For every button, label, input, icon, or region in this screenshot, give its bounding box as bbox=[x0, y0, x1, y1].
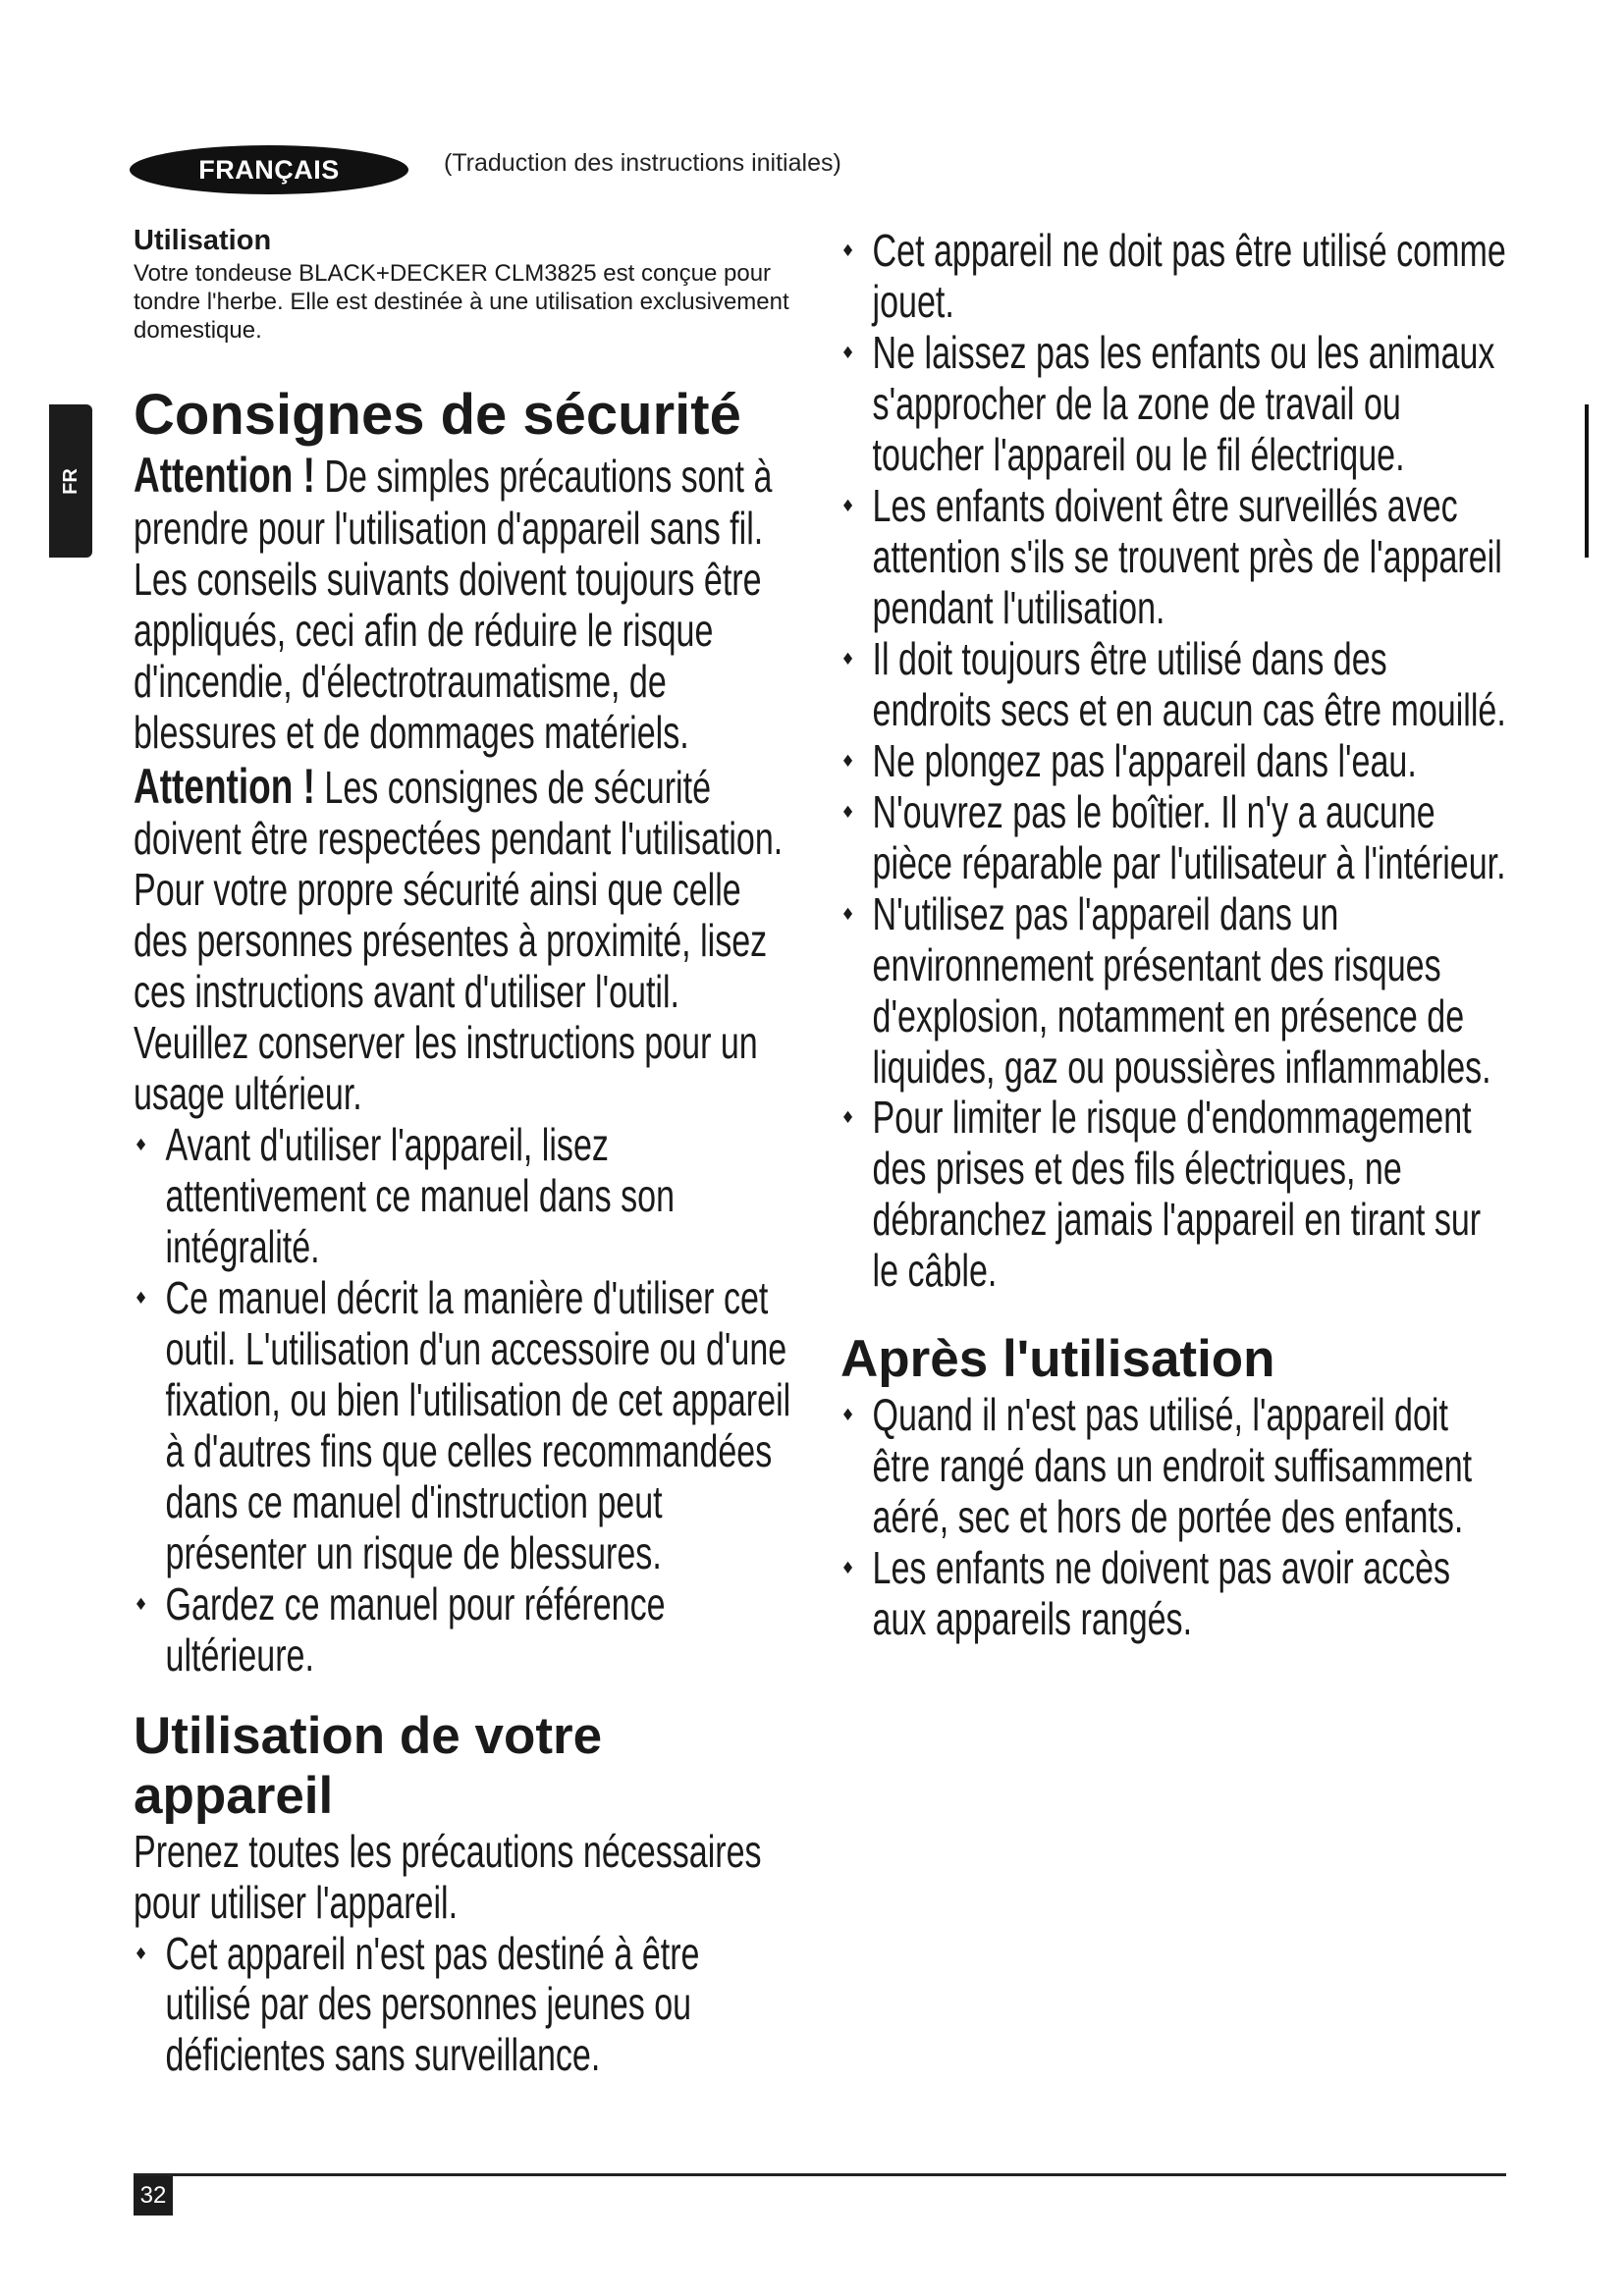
use-heading: Utilisation de votre appareil bbox=[134, 1706, 603, 1825]
attention-label: Attention ! bbox=[134, 448, 315, 504]
right-column bbox=[840, 226, 1508, 1645]
language-side-tab bbox=[49, 404, 92, 558]
usage-heading: Utilisation bbox=[134, 225, 272, 256]
translation-note: (Traduction des instructions initiales) bbox=[444, 149, 841, 177]
list-item: ◆ Ce manuel décrit la manière d'utiliser cet outil. L'utilisation d'un accessoire ou d'une fixation, ou bien l'utilisation de cet appareil à d'autres fins que celles recommandées dans ce manuel d'instruction peut présenter un risque de blessures. bbox=[134, 1273, 790, 1579]
after-use-body bbox=[840, 1390, 1507, 1645]
margin-marker bbox=[1585, 404, 1589, 558]
list-item: ◆ Avant d'utiliser l'appareil, lisez attentivement ce manuel dans son intégralité. bbox=[134, 1120, 790, 1273]
safety-heading: Consignes de sécurité bbox=[134, 382, 741, 447]
list-item: ◆ Les enfants doivent être surveillés avec attention s'ils se trouvent près de l'appareil pendant l'utilisation. bbox=[840, 481, 1507, 634]
after-use-bullet-list bbox=[840, 1390, 1507, 1645]
list-item: ◆ N'ouvrez pas le boîtier. Il n'y a aucune pièce réparable par l'utilisateur à l'intérieur. bbox=[840, 787, 1507, 889]
side-tab-label: FR bbox=[59, 467, 81, 495]
page-number: 32 bbox=[134, 2176, 173, 2216]
list-item: ◆ Pour limiter le risque d'endommagement des prises et des fils électriques, ne débranchez jamais l'appareil en tirant sur le câble. bbox=[840, 1093, 1507, 1297]
list-item: ◆ Les enfants ne doivent pas avoir accès aux appareils rangés. bbox=[840, 1543, 1507, 1645]
list-item: ◆ Ne plongez pas l'appareil dans l'eau. bbox=[840, 736, 1507, 787]
use-bullet-list bbox=[134, 1929, 790, 2082]
list-item: ◆ Ne laissez pas les enfants ou les animaux s'approcher de la zone de travail ou toucher l'appareil ou le fil électrique. bbox=[840, 328, 1507, 481]
list-item: ◆ Cet appareil ne doit pas être utilisé comme jouet. bbox=[840, 226, 1507, 328]
safety-bullet-list bbox=[134, 1120, 790, 1682]
safety-body bbox=[134, 448, 790, 1681]
left-column bbox=[134, 226, 791, 2081]
after-use-heading: Après l'utilisation bbox=[840, 1330, 1275, 1389]
list-item: ◆ Gardez ce manuel pour référence ultérieure. bbox=[134, 1579, 790, 1682]
use-text: Prenez toutes les précautions nécessaires pour utiliser l'appareil. bbox=[134, 1825, 762, 1928]
attention-text: Les consignes de sécurité doivent être respectées pendant l'utilisation. Pour votre propre sécurité ainsi que celle des personnes présentes à proximité, lisez ces instructions avant d'utiliser l'outil. Veuillez conserver les instructions pour un usage ultérieur. bbox=[134, 761, 784, 1120]
footer-rule bbox=[134, 2173, 1506, 2176]
use-body bbox=[134, 1827, 790, 2082]
list-item: ◆ N'utilisez pas l'appareil dans un environnement présentant des risques d'explosion, notamment en présence de liquides, gaz ou poussières inflammables. bbox=[840, 889, 1507, 1094]
attention-paragraph-1 bbox=[134, 448, 790, 758]
attention-paragraph-2 bbox=[134, 759, 790, 1120]
list-item: ◆ Quand il n'est pas utilisé, l'appareil doit être rangé dans un endroit suffisamment aéré, sec et hors de portée des enfants. bbox=[840, 1390, 1507, 1543]
right-bullet-list bbox=[840, 226, 1507, 1297]
list-item: ◆ Il doit toujours être utilisé dans des endroits secs et en aucun cas être mouillé. bbox=[840, 634, 1507, 736]
attention-text: De simples précautions sont à prendre pour l'utilisation d'appareil sans fil. Les conseils suivants doivent toujours être appliqués, ceci afin de réduire le risque d'incendie, d'électrotraumatisme, de blessures et de dommages matériels. bbox=[134, 451, 773, 758]
list-item: ◆ Cet appareil n'est pas destiné à être utilisé par des personnes jeunes ou déficientes sans surveillance. bbox=[134, 1929, 790, 2082]
language-badge: FRANÇAIS bbox=[130, 145, 408, 194]
right-body bbox=[840, 226, 1507, 1297]
attention-label: Attention ! bbox=[134, 758, 315, 814]
usage-text: Votre tondeuse BLACK+DECKER CLM3825 est conçue pour tondre l'herbe. Elle est destinée à une utilisation exclusivement domestique. bbox=[134, 259, 789, 345]
